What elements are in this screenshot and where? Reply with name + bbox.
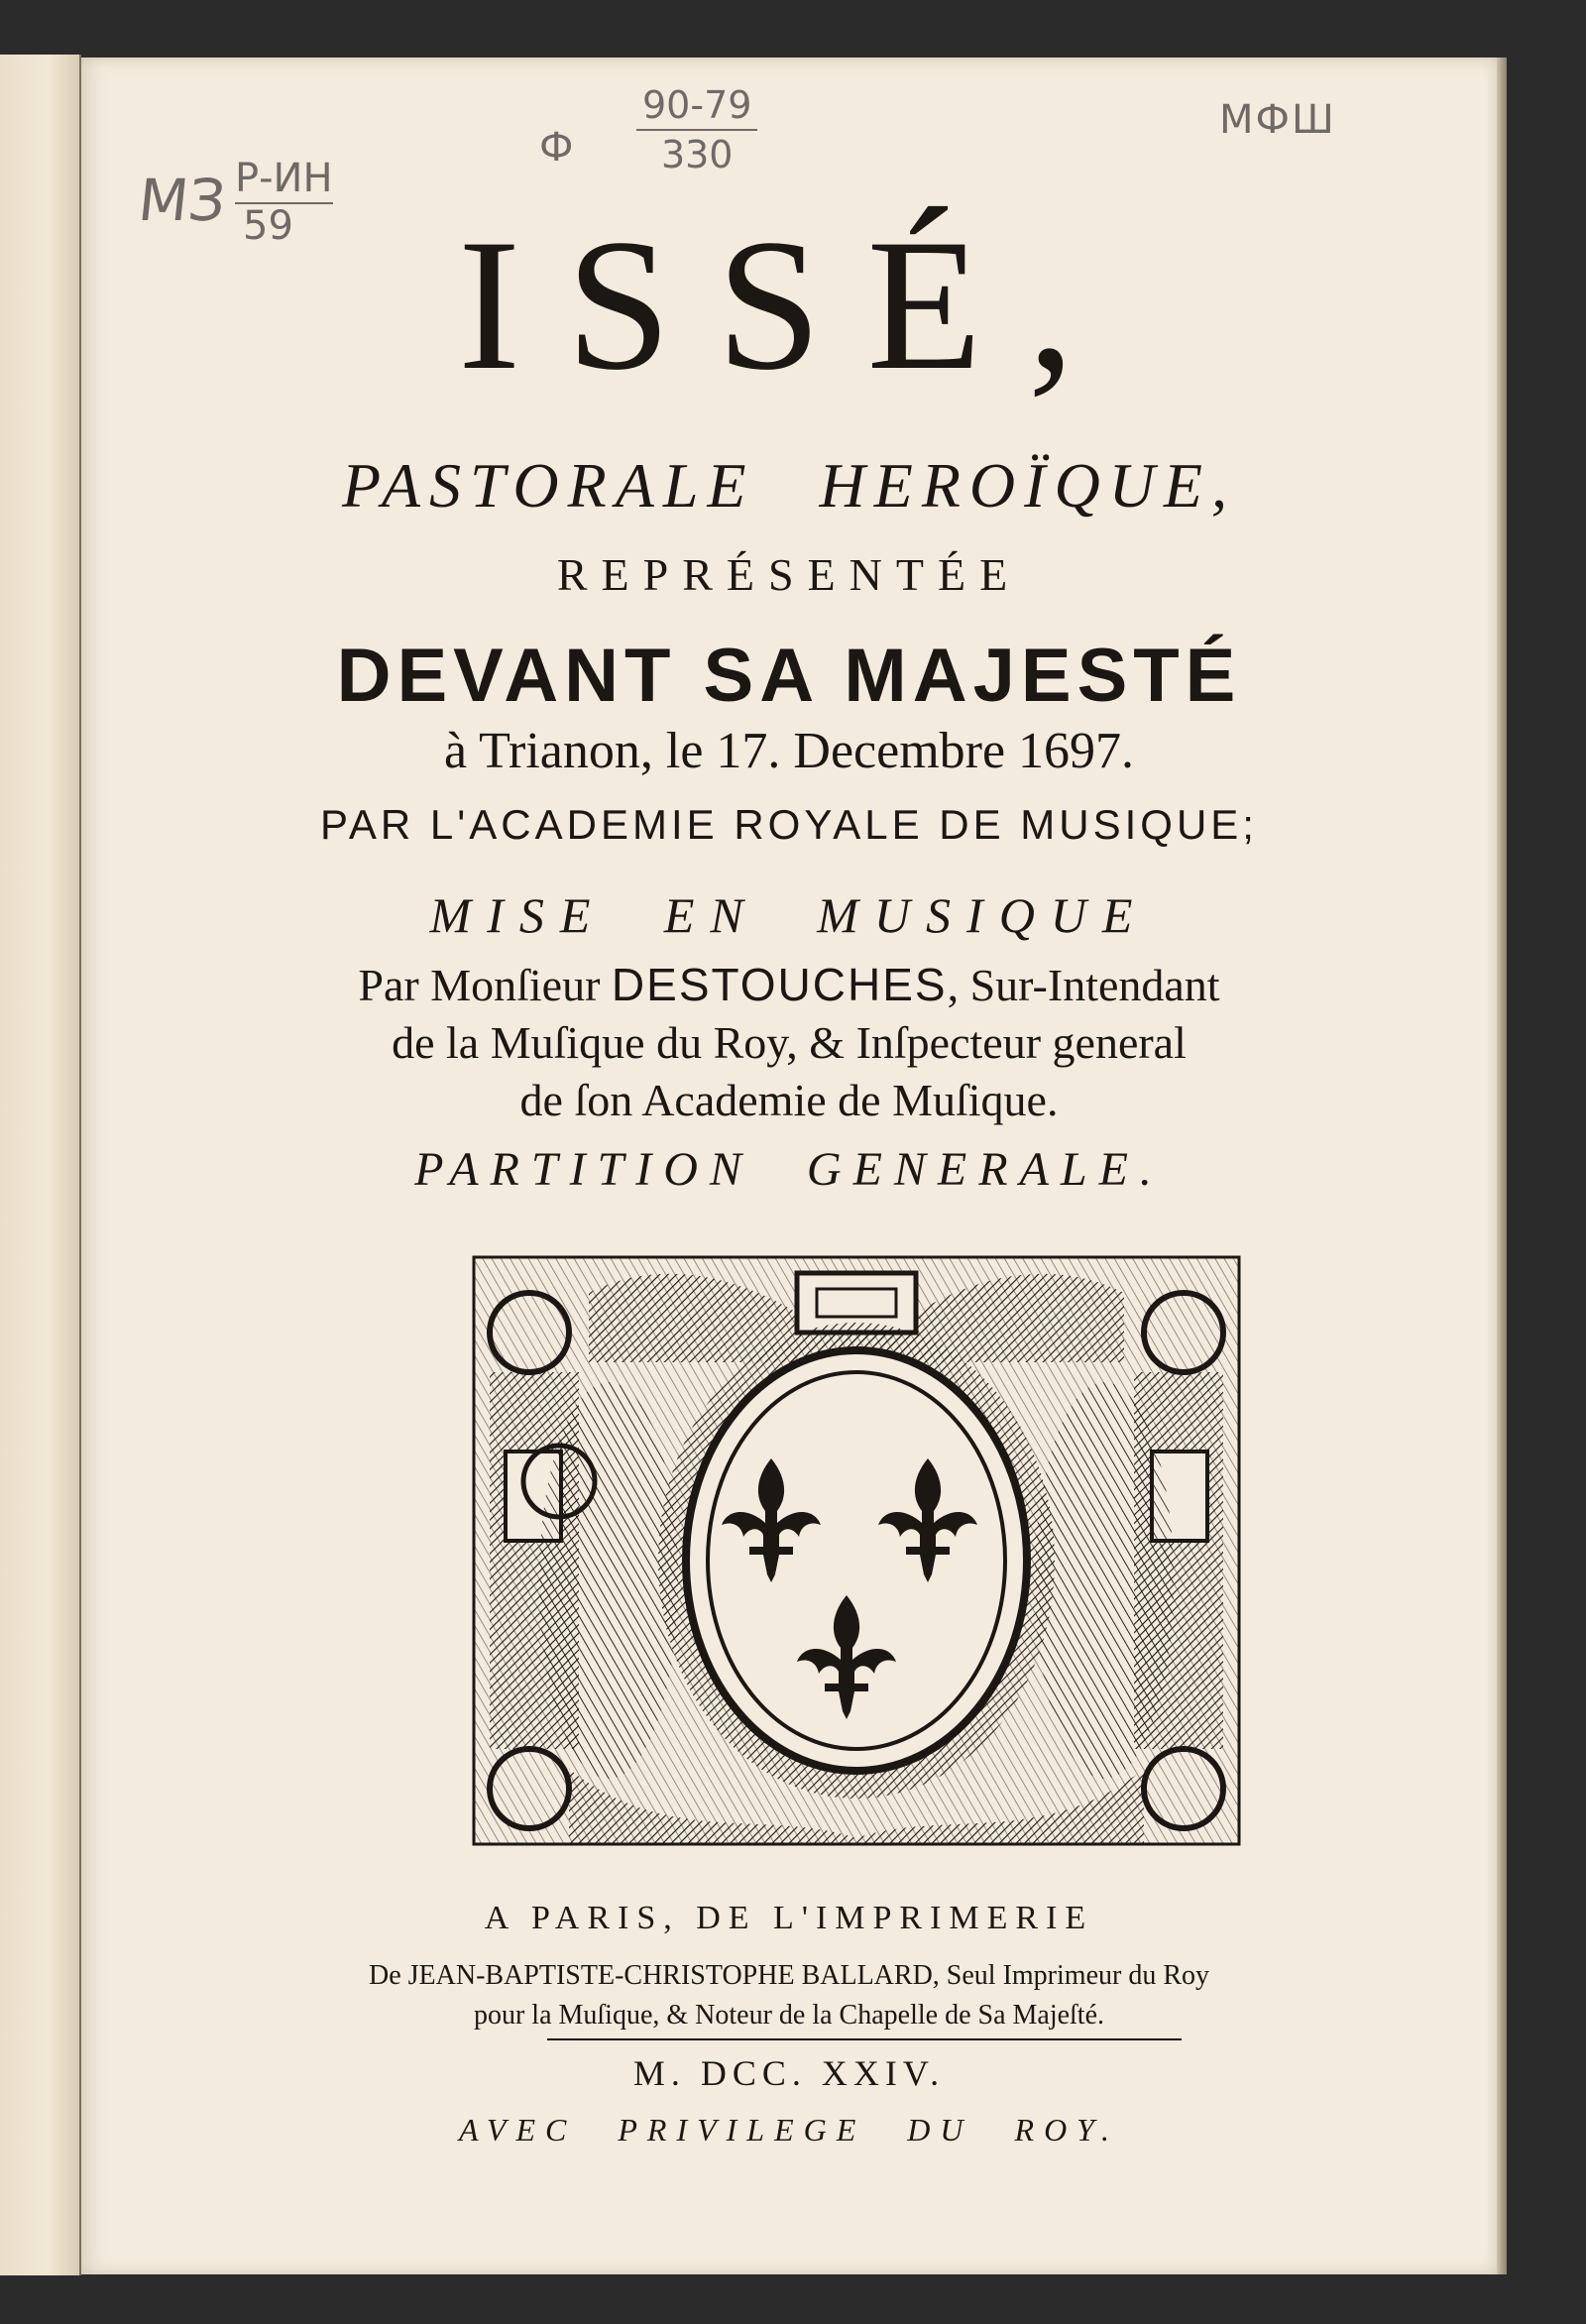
printer-line-1: De JEAN-BAPTISTE-CHRISTOPHE BALLARD, Seul Imprimeur du Roy [368,1960,1209,1991]
represented-line: REPRÉSENTÉE [556,549,1022,600]
publication-date: M. DCC. XXIV. [632,2053,946,2093]
composer-title: , Sur-Intendant [947,960,1220,1010]
manuscript-shelfmark [636,81,757,178]
shelfmark-bottom: 330 [660,133,734,176]
composer-line-1 [81,956,1497,1014]
partition-line: PARTITION GENERALE. [414,1143,1164,1196]
trianon-line: à Trianon, le 17. Decembre 1697. [443,723,1135,779]
manuscript-mark-mz: МЗ [135,167,229,234]
shelfmark-top: 90-79 [636,81,757,131]
devant-line: DEVANT SA MAJESTÉ [336,634,1242,718]
composer-block [81,956,1497,1129]
subtitle: PASTORALE HEROÏQUE, [342,450,1236,521]
manuscript-mark-phi: Ф [539,125,574,171]
academie-line: PAR L'ACADEMIE ROYALE DE MUSIQUE; [320,801,1258,848]
manuscript-mark-mfsh: МФШ [1219,97,1336,143]
composer-line-2: de la Muſique du Roy, & Inſpecteur general [392,1017,1187,1068]
facing-page-edge [0,55,81,2275]
manuscript-pin-number: 59 [235,202,333,248]
page-edge-shadow [1497,58,1507,2274]
manuscript-pin-top: Р-ИН [235,156,333,201]
printer-block [81,1956,1497,2035]
composer-line-3: de ſon Academie de Muſique. [519,1075,1059,1125]
main-title: ISSÉ, [457,201,1121,409]
composer-prefix: Par Monſieur [358,960,612,1010]
mise-en-musique-line: MISE EN MUSIQUE [429,887,1149,943]
printer-line-2: pour la Muſique, & Noteur de la Chapelle de Sa Majeſté. [473,2000,1105,2031]
divider-rule [547,2038,1182,2040]
composer-name: DESTOUCHES [611,959,948,1010]
privilege-line: AVEC PRIVILEGE DU ROY. [458,2112,1120,2148]
title-page [81,58,1497,2274]
imprint-line: A PARIS, DE L'IMPRIMERIE [484,1900,1094,1936]
royal-arms-ornament [470,1253,1243,1848]
